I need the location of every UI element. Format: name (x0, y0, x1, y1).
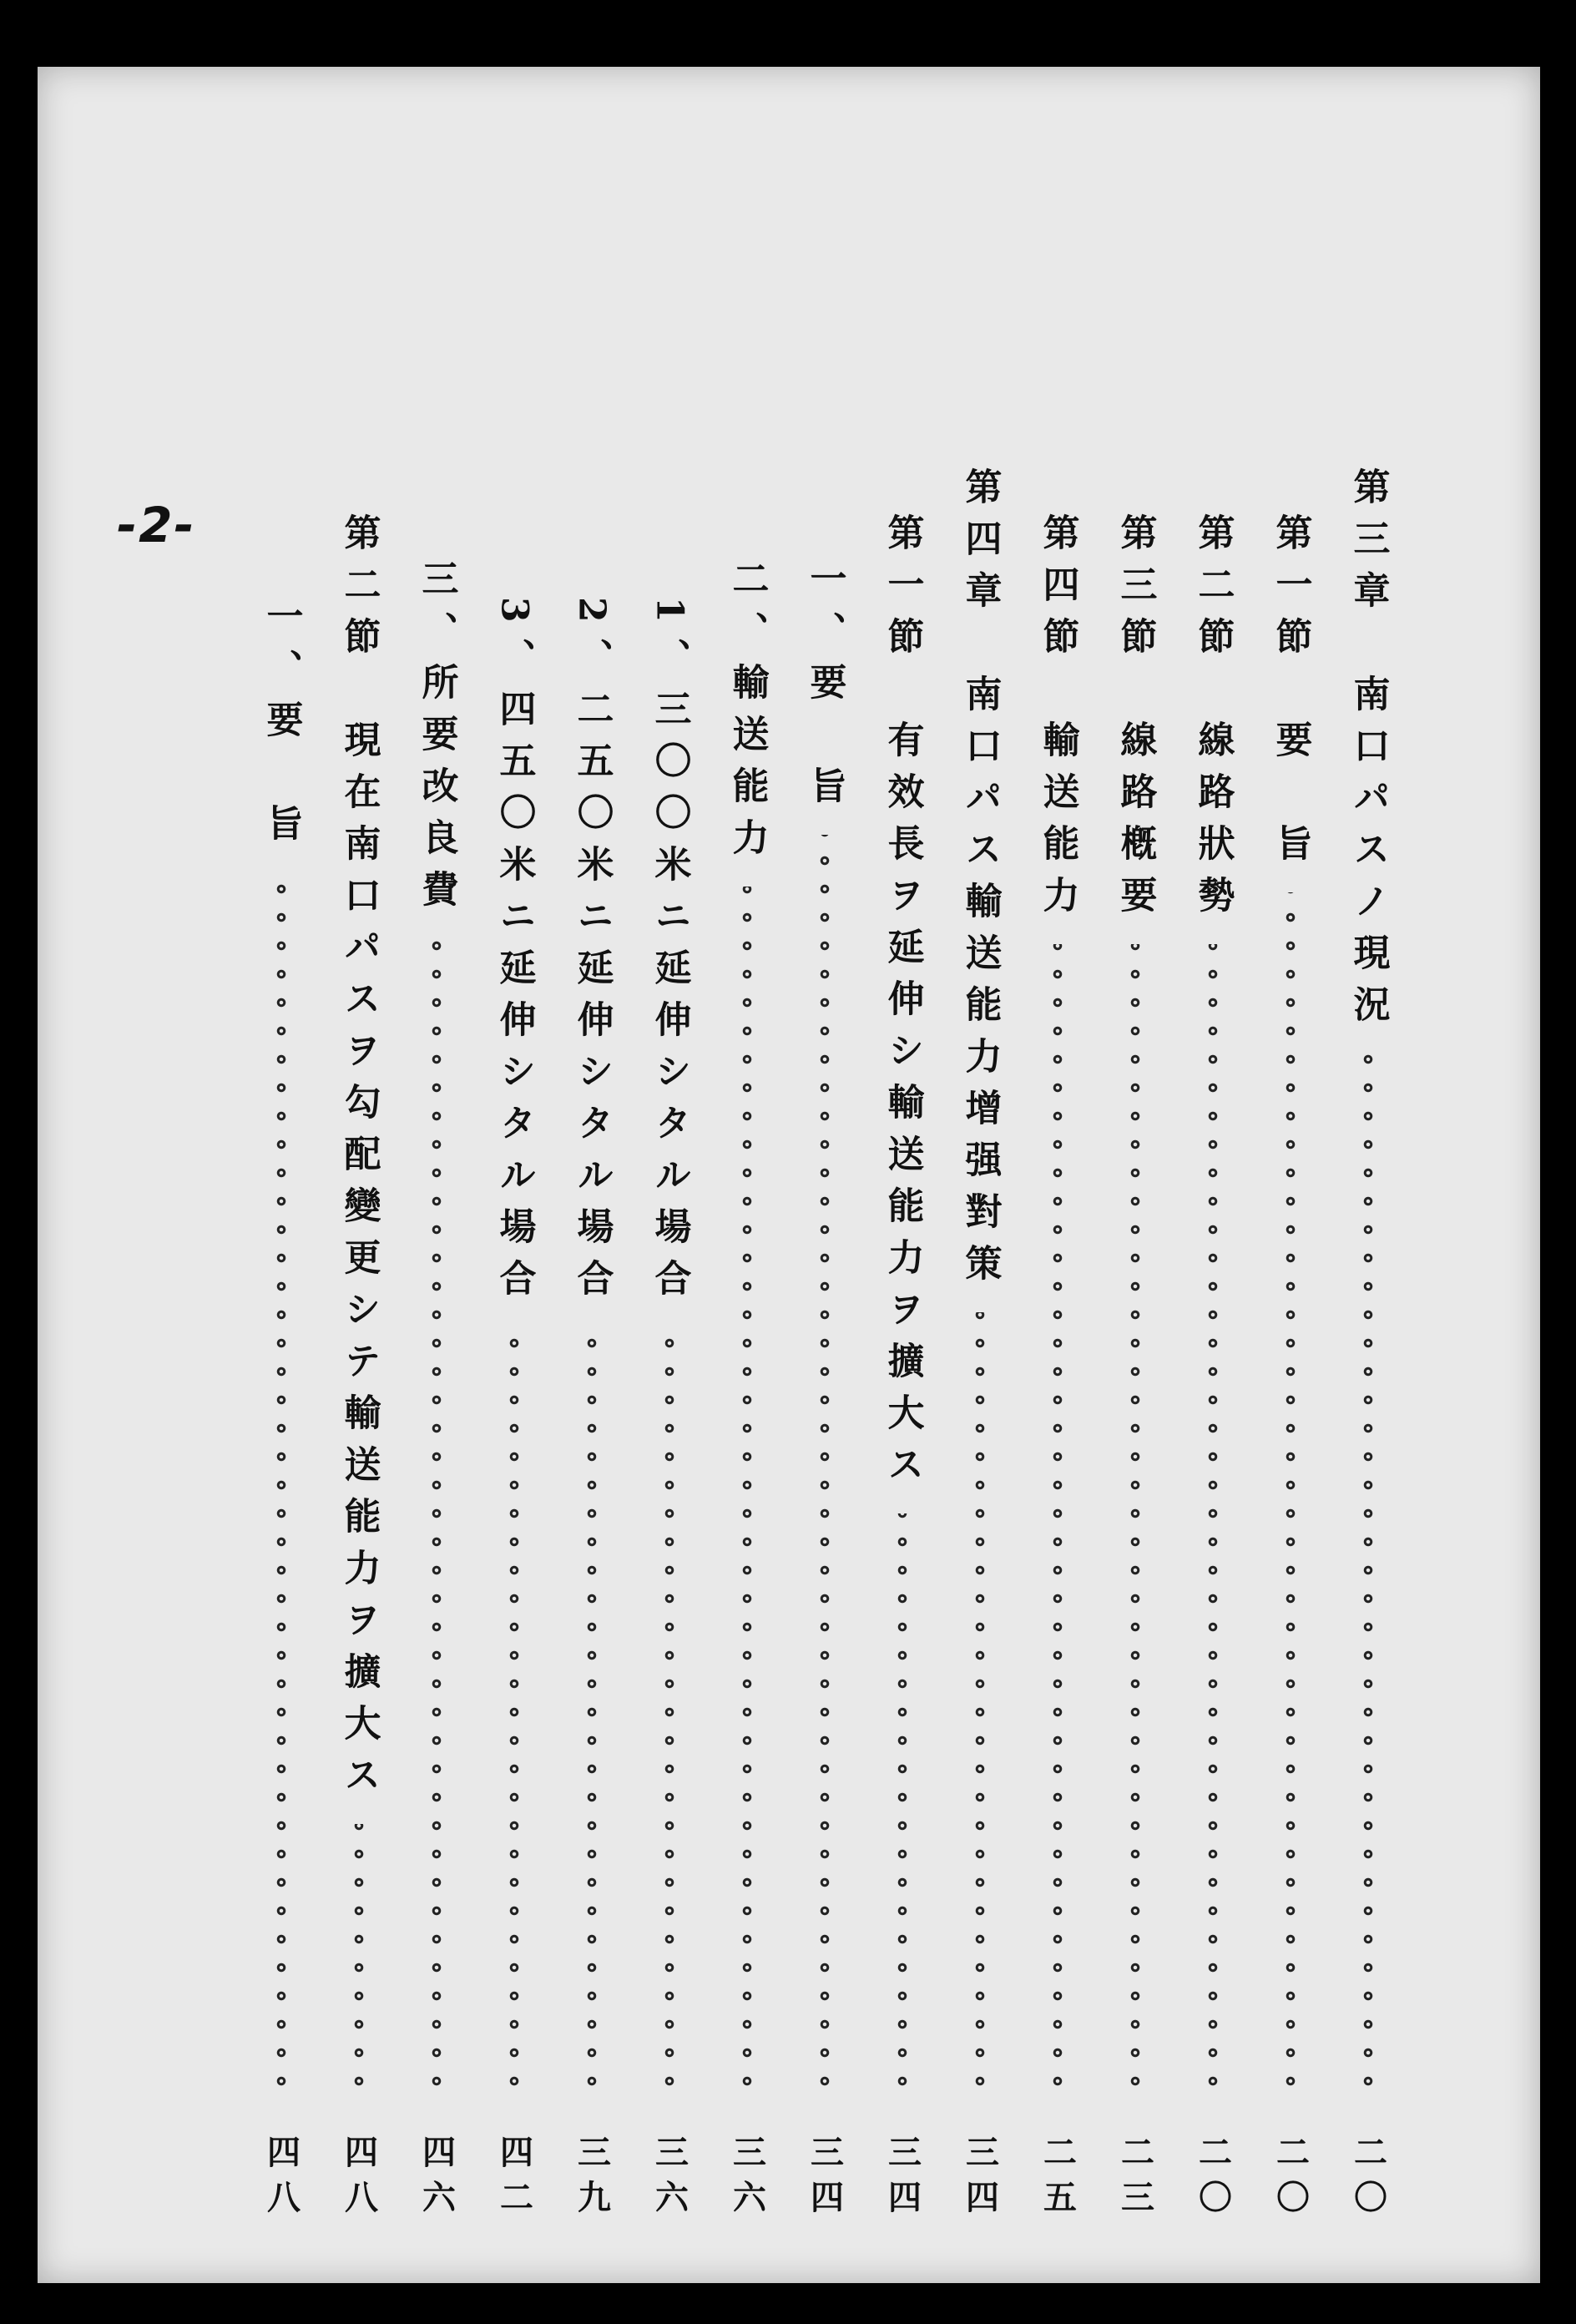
toc-entry-title: 第一節 有效長ヲ延伸シ輸送能力ヲ擴大ス (881, 513, 924, 1497)
toc-entry (708, 467, 785, 2262)
toc-entry-title: 2、二五〇米ニ延伸シタル場合 (570, 597, 614, 1311)
toc-entry-title: 3、四五〇米ニ延伸シタル場合 (492, 597, 536, 1311)
toc-entry (320, 467, 397, 2262)
toc-leader-dots (664, 1327, 674, 2095)
toc-entry-title: 一、要 旨 (260, 597, 303, 856)
toc-entry-title: 第三章 南口パスノ現況 (1346, 467, 1390, 1037)
toc-entry (475, 467, 553, 2262)
toc-leader-dots (509, 1327, 519, 2095)
toc-entry-page: 四八 (339, 2135, 379, 2225)
toc-leader-dots (1363, 1053, 1373, 2095)
toc-entry-title: 1、三〇〇米ニ延伸シタル場合 (648, 597, 691, 1311)
toc-entry (785, 467, 863, 2262)
toc-entry-page: 三六 (649, 2135, 690, 2225)
toc-leader-dots (276, 872, 286, 2095)
toc-entry-page: 二〇 (1270, 2135, 1311, 2225)
toc-entry-title: 一、要 旨 (803, 559, 846, 818)
toc-entry-title: 第二節 線路狀勢 (1191, 513, 1235, 927)
toc-entry-title: 第四節 輸送能力 (1036, 513, 1079, 927)
toc-entry-title: 二、輸送能力 (725, 559, 769, 870)
toc-entry (630, 467, 708, 2262)
toc-leader-dots (354, 1824, 364, 2095)
toc-entry-title: 三、所要改良費 (415, 559, 458, 922)
table-of-contents (188, 467, 1407, 2262)
toc-entry-page: 三六 (727, 2135, 767, 2225)
toc-leader-dots (1208, 944, 1218, 2095)
toc-entry-page: 三九 (572, 2135, 612, 2225)
toc-entry-page: 二三 (1115, 2135, 1155, 2225)
page-number: -2- (117, 497, 196, 553)
toc-entry (1018, 467, 1096, 2262)
toc-entry-page: 二五 (1038, 2135, 1078, 2225)
document-page (38, 67, 1540, 2283)
toc-entry-title: 第一節 要 旨 (1269, 513, 1312, 876)
toc-entry-title: 第三節 線路槪要 (1114, 513, 1157, 927)
toc-entry (1174, 467, 1251, 2262)
toc-entry-title: 第四章 南口パス輸送能力增强對策 (958, 467, 1002, 1296)
toc-entry (1251, 467, 1329, 2262)
toc-leader-dots (1053, 944, 1063, 2095)
toc-entry (1329, 467, 1407, 2262)
toc-leader-dots (820, 835, 830, 2095)
toc-entry-page: 三四 (882, 2135, 922, 2225)
toc-leader-dots (975, 1312, 985, 2095)
toc-leader-dots (1130, 944, 1140, 2095)
toc-entry-page: 三四 (960, 2135, 1000, 2225)
toc-leader-dots (897, 1513, 907, 2095)
toc-entry-page: 二〇 (1193, 2135, 1233, 2225)
toc-leader-dots (1286, 892, 1296, 2095)
toc-entry-page: 二〇 (1348, 2135, 1388, 2225)
toc-entry-page: 三四 (805, 2135, 845, 2225)
toc-entry-page: 四八 (261, 2135, 301, 2225)
toc-leader-dots (587, 1327, 597, 2095)
toc-entry (553, 467, 630, 2262)
toc-entry-title: 第二節 現在南口パスヲ勾配變更シテ輸送能力ヲ擴大ス (337, 513, 381, 1807)
toc-entry (242, 467, 320, 2262)
toc-entry (863, 467, 941, 2262)
toc-entry (397, 467, 475, 2262)
toc-entry (941, 467, 1018, 2262)
toc-entry (1096, 467, 1174, 2262)
toc-entry-page: 四二 (494, 2135, 534, 2225)
toc-leader-dots (432, 938, 442, 2095)
toc-leader-dots (742, 887, 752, 2095)
toc-entry-page: 四六 (417, 2135, 457, 2225)
